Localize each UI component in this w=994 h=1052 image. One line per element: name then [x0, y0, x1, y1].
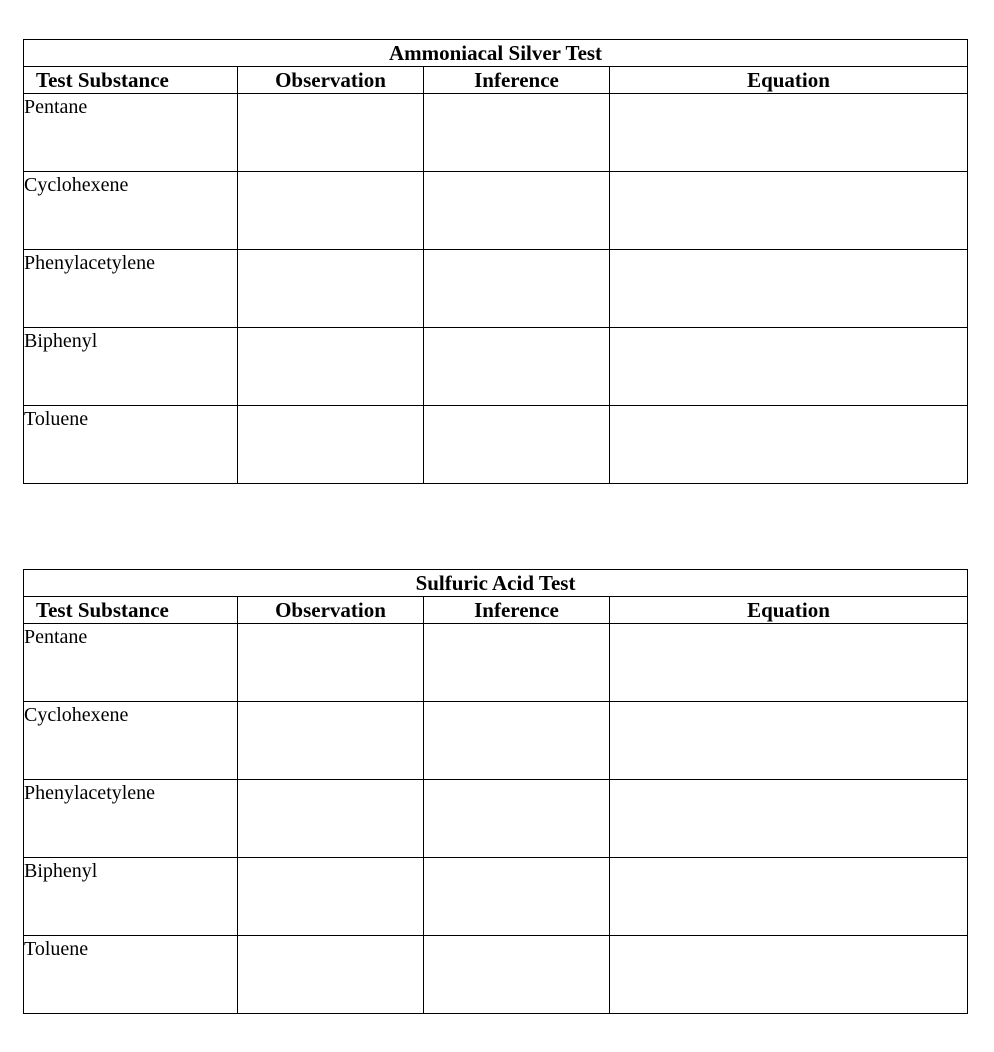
table-row: [24, 858, 968, 936]
table-row: [24, 250, 968, 328]
test-substance-cell: Pentane: [24, 624, 238, 702]
inference-cell[interactable]: [424, 250, 610, 328]
table-header-row: [24, 67, 968, 94]
inference-cell[interactable]: [424, 702, 610, 780]
test-substance-cell: Cyclohexene: [24, 702, 238, 780]
observation-cell[interactable]: [238, 328, 424, 406]
table-row: [24, 94, 968, 172]
equation-cell[interactable]: [610, 406, 968, 484]
equation-cell[interactable]: [610, 780, 968, 858]
table-row: [24, 702, 968, 780]
test-substance-cell: Biphenyl: [24, 328, 238, 406]
column-header-observation: Observation: [238, 597, 424, 624]
equation-cell[interactable]: [610, 172, 968, 250]
equation-cell[interactable]: [610, 328, 968, 406]
test-substance-cell: Cyclohexene: [24, 172, 238, 250]
table-row: [24, 172, 968, 250]
equation-cell[interactable]: [610, 858, 968, 936]
table-row: [24, 780, 968, 858]
observation-cell[interactable]: [238, 250, 424, 328]
equation-cell[interactable]: [610, 624, 968, 702]
observation-cell[interactable]: [238, 702, 424, 780]
column-header-equation: Equation: [610, 597, 968, 624]
inference-cell[interactable]: [424, 780, 610, 858]
observation-cell[interactable]: [238, 624, 424, 702]
equation-cell[interactable]: [610, 936, 968, 1014]
equation-cell[interactable]: [610, 250, 968, 328]
equation-cell[interactable]: [610, 702, 968, 780]
test-substance-cell: Toluene: [24, 406, 238, 484]
column-header-inference: Inference: [424, 67, 610, 94]
observation-cell[interactable]: [238, 172, 424, 250]
table-title: Sulfuric Acid Test: [24, 570, 968, 597]
inference-cell[interactable]: [424, 172, 610, 250]
column-header-equation: Equation: [610, 67, 968, 94]
column-header-inference: Inference: [424, 597, 610, 624]
test-substance-cell: Pentane: [24, 94, 238, 172]
table-row: [24, 936, 968, 1014]
table-row: [24, 624, 968, 702]
equation-cell[interactable]: [610, 94, 968, 172]
observation-cell[interactable]: [238, 94, 424, 172]
inference-cell[interactable]: [424, 406, 610, 484]
sulfuric-acid-test-table: [23, 569, 968, 1014]
inference-cell[interactable]: [424, 328, 610, 406]
table-title-row: [24, 40, 968, 67]
observation-cell[interactable]: [238, 406, 424, 484]
test-substance-cell: Phenylacetylene: [24, 780, 238, 858]
test-substance-cell: Phenylacetylene: [24, 250, 238, 328]
table-row: [24, 328, 968, 406]
table-title: Ammoniacal Silver Test: [24, 40, 968, 67]
observation-cell[interactable]: [238, 780, 424, 858]
observation-cell[interactable]: [238, 936, 424, 1014]
test-substance-cell: Toluene: [24, 936, 238, 1014]
inference-cell[interactable]: [424, 624, 610, 702]
ammoniacal-silver-test-table: [23, 39, 968, 484]
column-header-observation: Observation: [238, 67, 424, 94]
inference-cell[interactable]: [424, 858, 610, 936]
test-substance-cell: Biphenyl: [24, 858, 238, 936]
table-row: [24, 406, 968, 484]
inference-cell[interactable]: [424, 936, 610, 1014]
column-header-test-substance: Test Substance: [24, 67, 238, 94]
table-title-row: [24, 570, 968, 597]
inference-cell[interactable]: [424, 94, 610, 172]
table-header-row: [24, 597, 968, 624]
column-header-test-substance: Test Substance: [24, 597, 238, 624]
observation-cell[interactable]: [238, 858, 424, 936]
